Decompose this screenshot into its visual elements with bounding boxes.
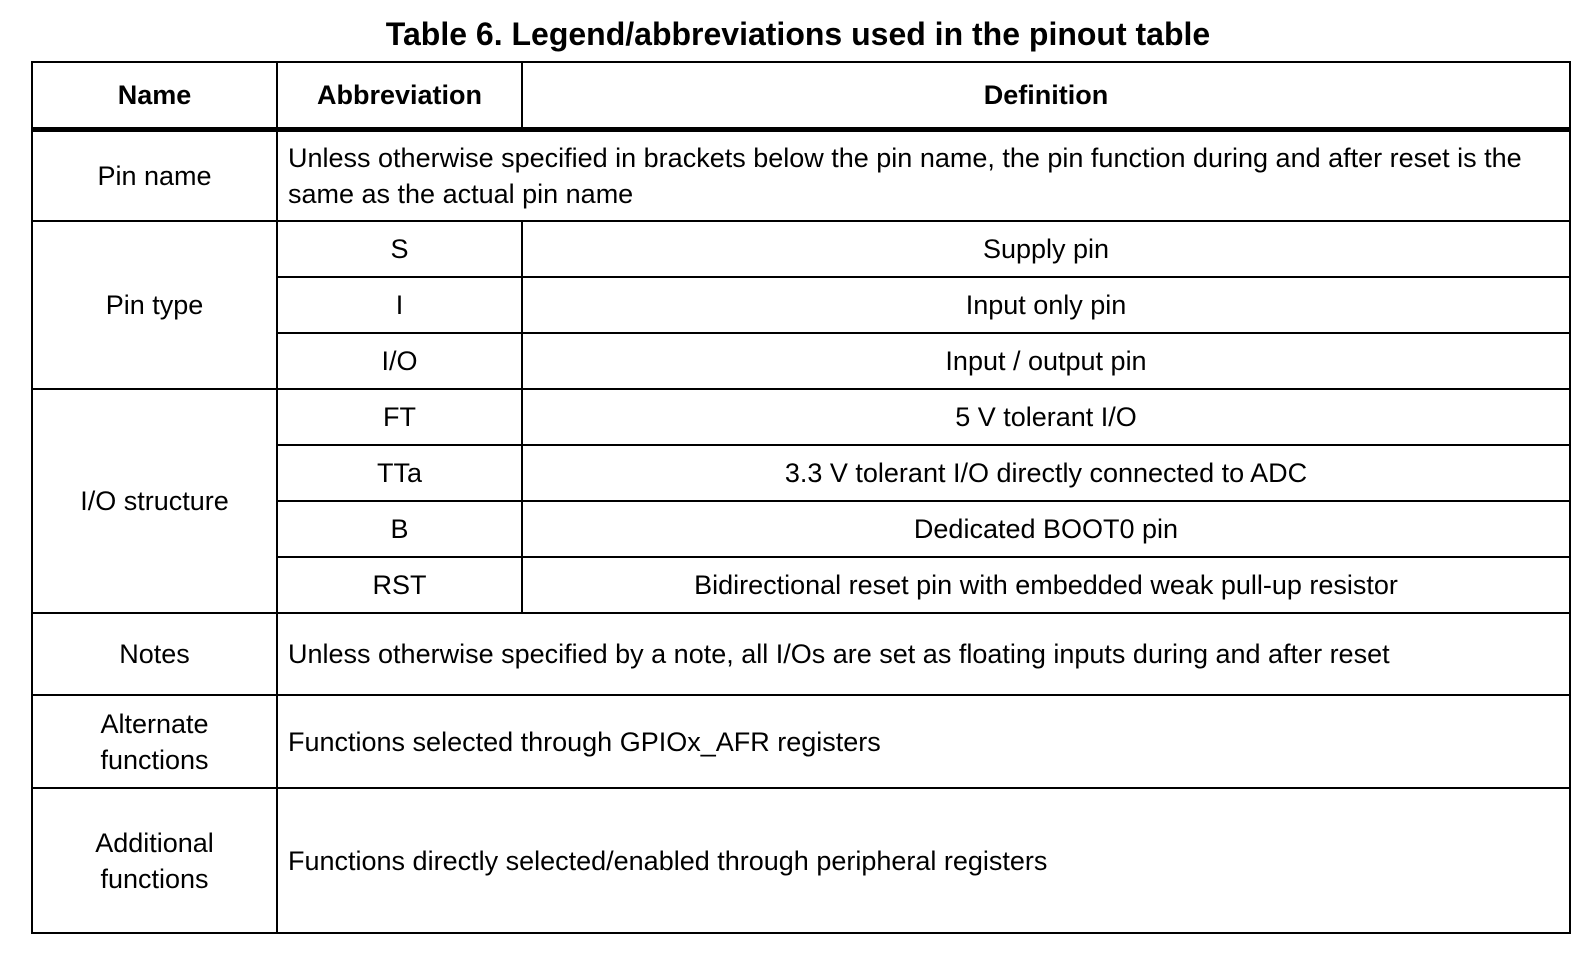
definition-cell: Supply pin: [522, 221, 1570, 277]
row-name-pin-type: Pin type: [32, 221, 277, 389]
abbr-cell: I: [277, 277, 522, 333]
abbr-cell: S: [277, 221, 522, 277]
abbr-cell: I/O: [277, 333, 522, 389]
row-definition-pin-name: Unless otherwise specified in brackets below the pin name, the pin function during and after reset is the same as the actual pin name: [277, 130, 1570, 222]
header-abbreviation: Abbreviation: [277, 62, 522, 130]
row-name-io-structure: I/O structure: [32, 389, 277, 613]
table-row: [32, 130, 1570, 222]
row-definition-notes: Unless otherwise specified by a note, all I/Os are set as floating inputs during and after reset: [277, 613, 1570, 695]
name-line: functions: [100, 744, 209, 775]
row-definition-alternate-functions: Functions selected through GPIOx_AFR registers: [277, 695, 1570, 788]
abbr-cell: FT: [277, 389, 522, 445]
name-line: Additional: [95, 827, 214, 858]
table-row: [32, 695, 1570, 788]
row-name-alternate-functions: [32, 695, 277, 788]
row-definition-additional-functions: Functions directly selected/enabled through peripheral registers: [277, 788, 1570, 933]
table-row: [32, 221, 1570, 277]
name-line: Alternate: [100, 708, 209, 739]
abbr-cell: B: [277, 501, 522, 557]
row-name-pin-name: Pin name: [32, 130, 277, 222]
header-name: Name: [32, 62, 277, 130]
row-name-notes: Notes: [32, 613, 277, 695]
definition-cell: 3.3 V tolerant I/O directly connected to ADC: [522, 445, 1570, 501]
abbr-cell: TTa: [277, 445, 522, 501]
table-caption: Table 6. Legend/abbreviations used in the pinout table: [385, 16, 1211, 52]
header-definition: Definition: [522, 62, 1570, 130]
definition-cell: Bidirectional reset pin with embedded weak pull-up resistor: [522, 557, 1570, 613]
legend-table: [31, 61, 1571, 934]
header-row: [32, 62, 1570, 130]
table-row: [32, 389, 1570, 445]
definition-cell: 5 V tolerant I/O: [522, 389, 1570, 445]
definition-cell: Dedicated BOOT0 pin: [522, 501, 1570, 557]
name-line: functions: [100, 863, 209, 894]
definition-cell: Input / output pin: [522, 333, 1570, 389]
table-row: [32, 613, 1570, 695]
table-row: [32, 788, 1570, 933]
abbr-cell: RST: [277, 557, 522, 613]
row-name-additional-functions: [32, 788, 277, 933]
definition-cell: Input only pin: [522, 277, 1570, 333]
